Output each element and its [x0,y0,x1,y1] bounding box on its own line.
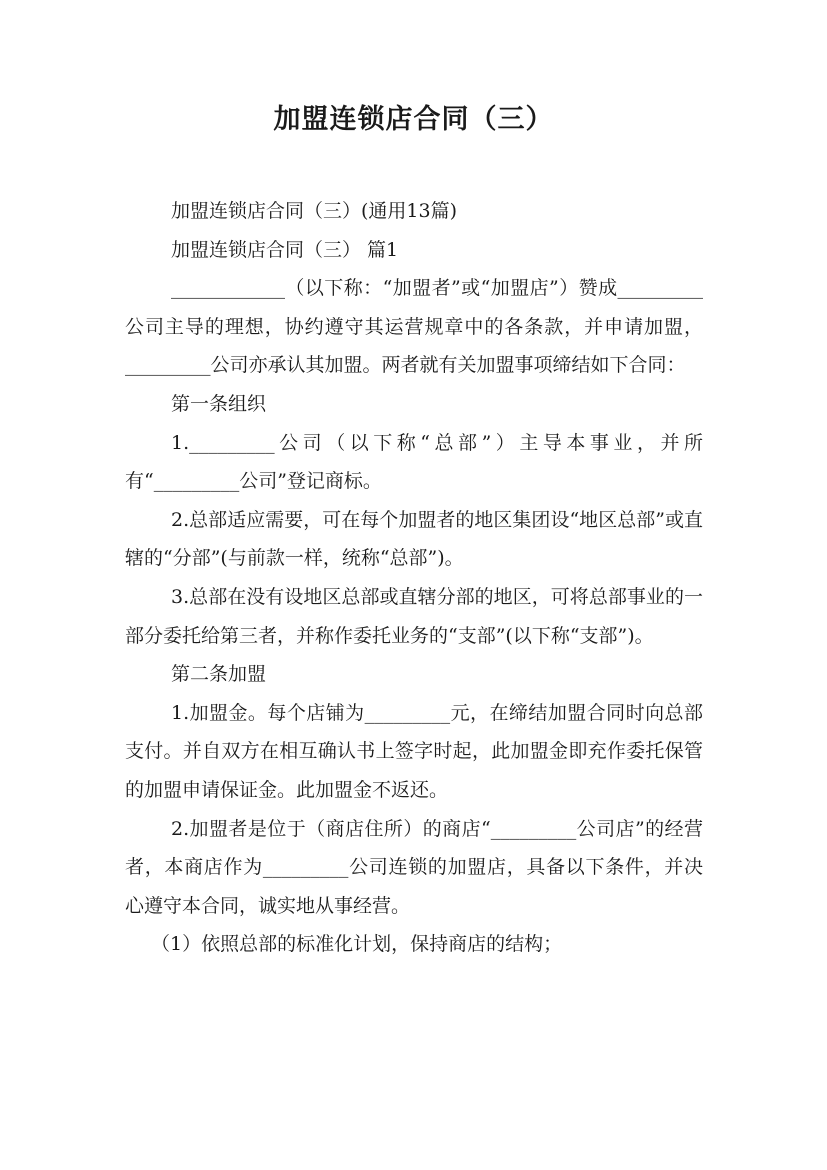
paragraph: 3.总部在没有设地区总部或直辖分部的地区，可将总部事业的一部分委托给第三者，并称作委托业务的“支部”(以下称“支部”)。 [125,585,703,647]
subtitle-line: 加盟连锁店合同（三）(通用13篇) [171,200,458,222]
article-heading: 第一条组织 [171,392,267,415]
document-body [125,192,703,964]
article-heading: 第二条加盟 [171,663,267,686]
paragraph: ____________（以下称：“加盟者”或“加盟店”）赞成_________公司主导的理想，协约遵守其运营规章中的各条款，并申请加盟，_________公司亦承认其加盟。两者就有关加盟事项缔结如下合同： [125,277,703,377]
paragraph: 1._________公司（以下称“总部”）主导本事业，并所有“_________公司”登记商标。 [125,431,703,493]
document-title: 加盟连锁店合同（三） [273,104,554,135]
section-heading: 加盟连锁店合同（三） 篇1 [171,238,399,261]
paragraph: 1.加盟金。每个店铺为_________元，在缔结加盟合同时向总部支付。并自双方在相互确认书上签字时起，此加盟金即充作委托保管的加盟申请保证金。此加盟金不返还。 [125,701,703,801]
list-item: （1）依照总部的标准化计划，保持商店的结构； [151,933,563,956]
paragraph: 2.加盟者是位于（商店住所）的商店“_________公司店”的经营者，本商店作为_________公司连锁的加盟店，具备以下条件，并决心遵守本合同，诚实地从事经营。 [125,817,703,917]
paragraph: 2.总部适应需要，可在每个加盟者的地区集团设“地区总部”或直辖的“分部”(与前款一样，统称“总部”)。 [125,508,703,570]
